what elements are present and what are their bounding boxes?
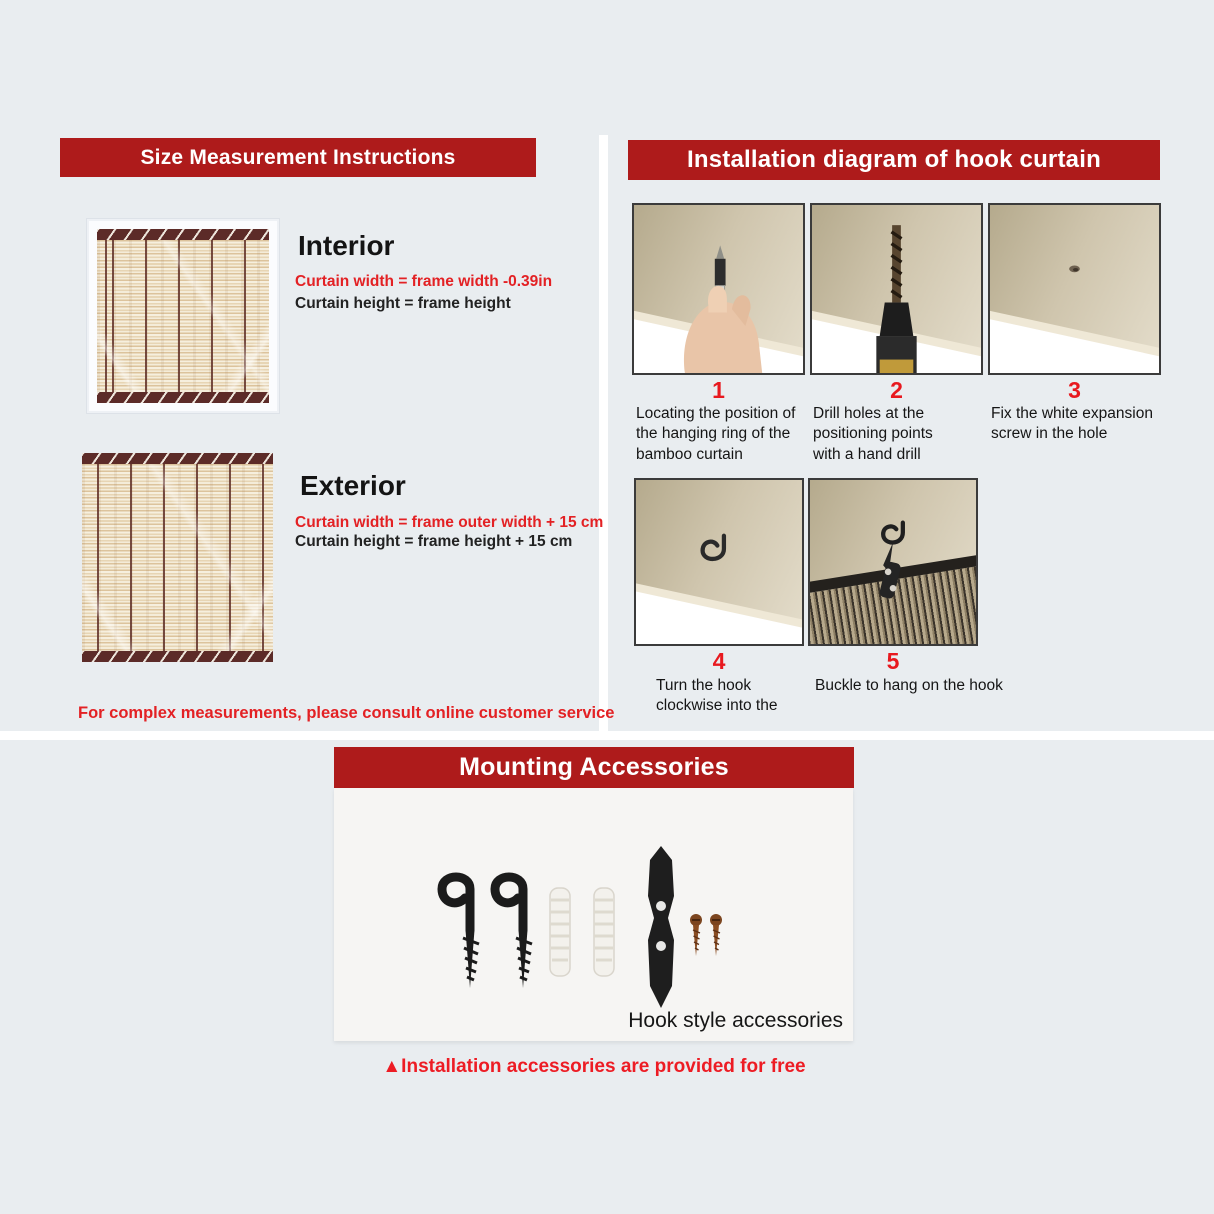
step-3-number: 3 <box>1068 377 1081 403</box>
cleat-icon <box>648 846 674 1008</box>
size-instructions-header: Size Measurement Instructions <box>60 138 536 177</box>
free-accessories-note: ▲Installation accessories are provided for free <box>382 1056 806 1077</box>
marker-pen-and-hand-icon <box>634 205 803 373</box>
accessories-illustration <box>334 788 853 1041</box>
step-3-photo <box>988 203 1161 375</box>
step-1-caption: Locating the position of the hanging ring of the bamboo curtain <box>636 405 796 463</box>
drilled-hole-icon <box>990 205 1159 373</box>
exterior-title: Exterior <box>300 470 406 501</box>
consult-service-note: For complex measurements, please consult online customer service <box>78 704 615 722</box>
blind-top-rail <box>97 229 269 240</box>
wall-anchor-icon <box>550 888 570 976</box>
step-2-caption: Drill holes at the positioning points with a hand drill <box>813 405 933 463</box>
interior-blind-illustration <box>97 229 269 403</box>
blind-bottom-rail <box>82 651 273 662</box>
hook-with-buckle-icon <box>810 480 976 644</box>
exterior-blind-illustration <box>82 453 273 662</box>
step-1-number: 1 <box>712 377 725 403</box>
blind-top-rail <box>82 453 273 464</box>
blind-bottom-rail <box>97 392 269 403</box>
screw-icon <box>710 914 722 956</box>
mounting-accessories-header: Mounting Accessories <box>334 747 854 788</box>
ceiling-hook-icon <box>636 480 802 644</box>
interior-blind-diagram <box>86 218 280 414</box>
step-5-photo <box>808 478 978 646</box>
vertical-divider <box>599 135 608 731</box>
wall-anchor-icon <box>594 888 614 976</box>
interior-width-formula: Curtain width = frame width -0.39in <box>295 273 553 290</box>
step-4-photo <box>634 478 804 646</box>
accessories-label: Hook style accessories <box>628 1009 843 1032</box>
step-4-caption: Turn the hook clockwise into the <box>656 677 778 715</box>
screw-icon <box>690 914 702 956</box>
exterior-width-formula: Curtain width = frame outer width + 15 cm <box>295 514 604 531</box>
step-1-photo <box>632 203 805 375</box>
interior-height-formula: Curtain height = frame height <box>295 295 511 312</box>
hand-drill-icon <box>812 205 981 373</box>
exterior-height-formula: Curtain height = frame height + 15 cm <box>295 533 573 550</box>
blind-slats <box>82 464 273 651</box>
accessories-photo <box>334 788 853 1041</box>
blind-slats <box>97 240 269 392</box>
step-2-number: 2 <box>890 377 903 403</box>
hook-screw-icon <box>442 877 479 988</box>
step-3-caption: Fix the white expansion screw in the hole <box>991 405 1153 443</box>
exterior-blind-diagram <box>82 453 273 662</box>
step-5-number: 5 <box>886 648 900 674</box>
interior-title: Interior <box>298 230 395 261</box>
step-5-caption: Buckle to hang on the hook <box>815 677 1003 694</box>
step-4-number: 4 <box>712 648 726 674</box>
installation-diagram-header: Installation diagram of hook curtain <box>628 140 1160 180</box>
hook-screw-icon <box>495 877 532 988</box>
step-2-photo <box>810 203 983 375</box>
horizontal-divider <box>0 731 1214 740</box>
